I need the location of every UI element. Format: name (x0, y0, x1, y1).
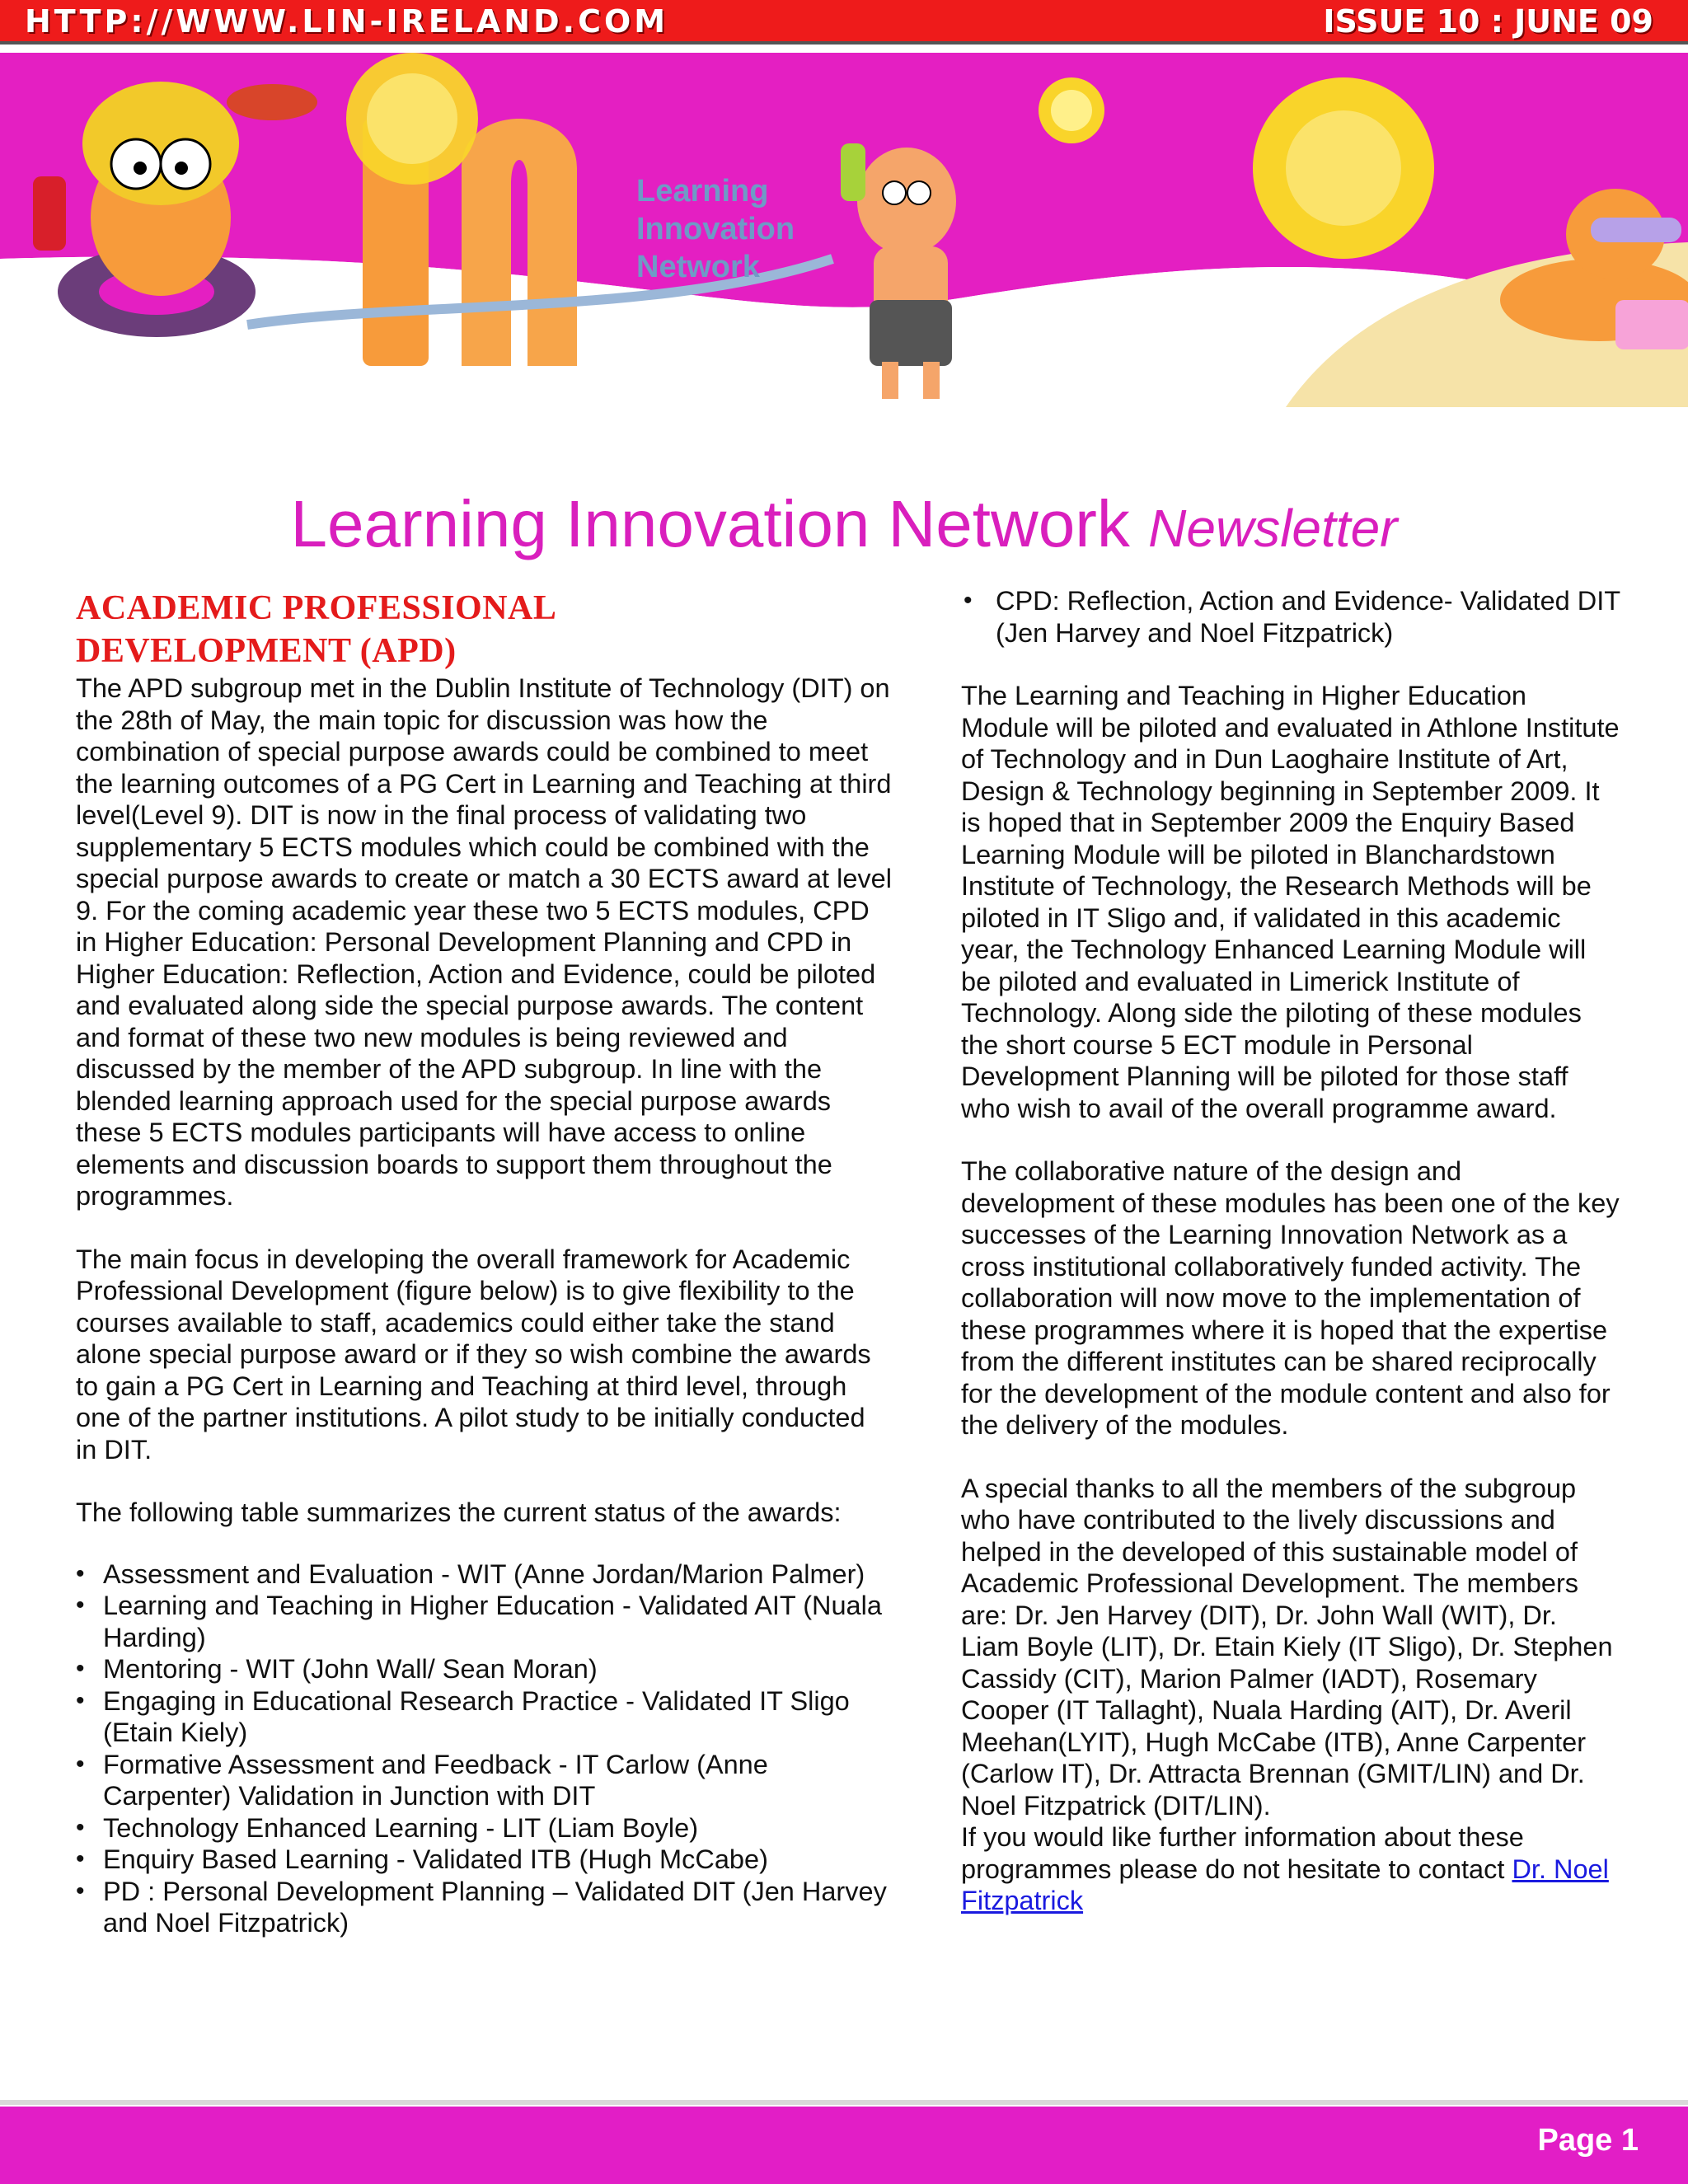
paragraph-table-intro: The following table summarizes the current status of the awards: (76, 1497, 842, 1527)
newsletter-title (0, 486, 1688, 562)
list-item: • Assessment and Evaluation - WIT (Anne Jordan/Marion Palmer) (76, 1558, 892, 1591)
header-banner (0, 53, 1688, 407)
issue-label: ISSUE 10 : JUNE 09 (1323, 3, 1653, 40)
list-item: • Enquiry Based Learning - Validated ITB (Hugh McCabe) (76, 1844, 892, 1876)
title-suffix: Newsletter (1148, 499, 1398, 558)
top-bar (0, 0, 1688, 45)
contact-text: If you would like further information about these programmes please do not hesitate to contact (961, 1822, 1524, 1884)
paragraph-pilot-plans: The Learning and Teaching in Higher Education Module will be piloted and evaluated in Athlone Institute of Technology and in Dun Laoghaire Institute of Art, Design & Technology beginning in September 2009. It is hoped that in September 2009 the Enquiry Based Learning Module will be piloted in Blanchardstown Institute of Technology, the Research Methods will be piloted in IT Sligo and, if validated in this academic year, the Technology Enhanced Learning Module will be piloted and evaluated in Limerick Institute of Technology. Along side the piloting of these modules the short course 5 ECT module in Personal Development Planning will be piloted for those staff who wish to avail of the overall programme award. (961, 681, 1620, 1123)
heading-line-1: ACADEMIC PROFESSIONAL (76, 589, 557, 627)
list-item: • Learning and Teaching in Higher Education - Validated AIT (Nuala Harding) (76, 1590, 892, 1653)
paragraph-thanks: A special thanks to all the members of the subgroup who have contributed to the lively discussions and helped in the developed of this sustainable model of Academic Professional Development. The members are: Dr. Jen Harvey (DIT), Dr. John Wall (WIT), Dr. Liam Boyle (LIT), Dr. Etain Kiely (IT Sligo), Dr. Stephen Cassidy (CIT), Marion Palmer (IADT), Rosemary Cooper (IT Tallaght), Nuala Harding (AIT), Dr. Averil Meehan(LYIT), Hugh McCabe (ITB), Anne Carpenter (Carlow IT), Dr. Attracta Brennan (GMIT/LIN) and Dr. Noel Fitzpatrick (DIT/LIN). (961, 1473, 1613, 1821)
list-item: • Mentoring - WIT (John Wall/ Sean Moran) (76, 1653, 892, 1685)
footer-divider (0, 2100, 1688, 2105)
sun-icon (1253, 77, 1434, 259)
left-column (76, 587, 892, 1939)
sun-icon (1039, 77, 1104, 143)
page-number: Page 1 (1537, 2123, 1639, 2158)
heading-line-2: DEVELOPMENT (APD) (76, 632, 457, 670)
section-heading (76, 587, 892, 673)
website-url: HTTP://WWW.LIN-IRELAND.COM (25, 3, 669, 40)
contact-link[interactable]: Dr. Noel Fitzpatrick (961, 1854, 1609, 1915)
paragraph-collaboration: The collaborative nature of the design and development of these modules has been one of the key successes of the Learning Innovation Network as a cross institutional collaboratively funded activity. The collaboration will now move to the implementation of these programmes where it is hoped that the expertise from the different institutes can be shared reciprocally for the development of the module content and also for the delivery of the modules. (961, 1156, 1620, 1440)
paragraph-apd-meeting: The APD subgroup met in the Dublin Institute of Technology (DIT) on the 28th of May, the main topic for discussion was how the combination of special purpose awards could be combined to meet the learning outcomes of a PG Cert in Learning and Teaching at third level(Level 9). DIT is now in the final process of validating two supplementary 5 ECTS modules which could be combined with the special purpose awards to create or match a 30 ECTS award at level 9. For the coming academic year these two 5 ECTS modules, CPD in Higher Education: Personal Development Planning and CPD in Higher Education: Reflection, Action and Evidence, could be piloted and evaluated along side the special purpose awards. The content and format of these two new modules is being reviewed and discussed by the member of the APD subgroup. In line with the blended learning approach used for the special purpose awards these 5 ECTS modules participants will have access to online elements and discussion boards to support them throughout the programmes. (76, 673, 892, 1211)
list-item: • CPD: Reflection, Action and Evidence- Validated DIT (Jen Harvey and Noel Fitzpatrick) (961, 585, 1620, 649)
paragraph-main-focus: The main focus in developing the overall framework for Academic Professional Development (figure below) is to give flexibility to the courses available to staff, academics could either take the stand alone special purpose award or if they so wish combine the awards to gain a PG Cert in Learning and Teaching at third level, through one of the partner institutions. A pilot study to be initially conducted in DIT. (76, 1244, 871, 1465)
awards-list (76, 1558, 892, 1939)
paragraph-contact (961, 1821, 1620, 1917)
logo-text-network: Network (636, 250, 760, 284)
list-item: • Technology Enhanced Learning - LIT (Liam Boyle) (76, 1812, 892, 1844)
sun-icon (346, 53, 478, 185)
list-item: • Formative Assessment and Feedback - IT Carlow (Anne Carpenter) Validation in Junction with DIT (76, 1749, 892, 1812)
footer-bar (0, 2107, 1688, 2184)
awards-list-continued (961, 585, 1620, 649)
list-item: • PD : Personal Development Planning – Validated DIT (Jen Harvey and Noel Fitzpatrick) (76, 1876, 892, 1939)
logo-text-innovation: Innovation (636, 212, 795, 246)
right-column (961, 587, 1620, 1917)
list-item: • Engaging in Educational Research Practice - Validated IT Sligo (Etain Kiely) (76, 1685, 892, 1749)
title-main: Learning Innovation Network (290, 487, 1149, 560)
logo-text-learning: Learning (636, 174, 769, 209)
